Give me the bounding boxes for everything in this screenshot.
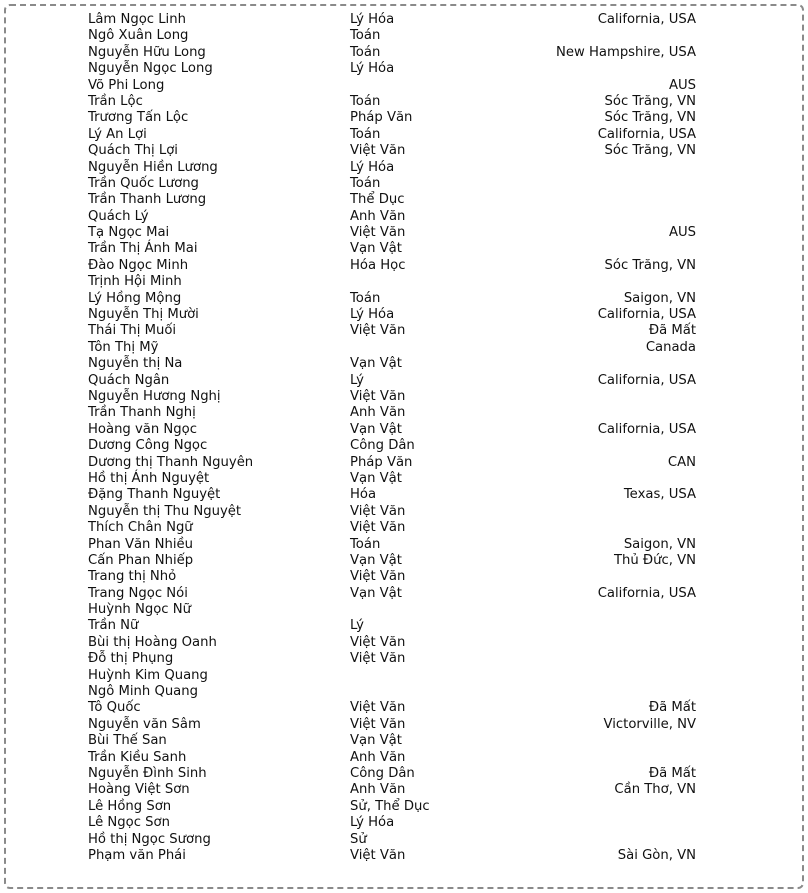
person-name: Nguyễn Đình Sinh — [88, 765, 207, 781]
location: Cần Thơ, VN — [614, 782, 696, 798]
subject-taught: Việt Văn — [350, 388, 406, 404]
list-item — [88, 225, 700, 241]
list-item — [88, 487, 700, 503]
person-name: Nguyễn Hương Nghị — [88, 388, 221, 404]
location: California, USA — [597, 307, 696, 323]
person-name: Nguyễn Hiền Lương — [88, 159, 218, 175]
person-name: Lâm Ngọc Linh — [88, 12, 186, 27]
location — [500, 241, 696, 257]
location: Sóc Trăng, VN — [604, 257, 696, 273]
person-name: Trang Ngọc Nói — [88, 585, 188, 601]
location — [500, 160, 696, 176]
location — [500, 209, 696, 225]
list-item — [88, 94, 700, 110]
location: New Hampshire, USA — [556, 44, 696, 60]
list-item — [88, 832, 700, 848]
location: AUS — [668, 225, 696, 241]
location: Sài Gòn, VN — [617, 847, 696, 863]
location: Sóc Trăng, VN — [604, 93, 696, 109]
subject-taught: Lý Hóa — [350, 61, 395, 77]
location — [500, 602, 696, 618]
person-name: Ngô Minh Quang — [88, 684, 198, 700]
list-item — [88, 799, 700, 815]
list-item — [88, 291, 700, 307]
location — [500, 405, 696, 421]
subject-taught: Hóa — [350, 487, 377, 503]
person-name: Hồ thị Ngọc Sương — [88, 831, 211, 847]
subject-taught: Hóa Học — [350, 257, 406, 273]
location — [500, 635, 696, 651]
location: Đã Mất — [648, 700, 696, 716]
list-item — [88, 356, 700, 372]
location: California, USA — [597, 126, 696, 142]
subject-taught: Vạn Vật — [350, 470, 402, 486]
list-item — [88, 307, 700, 323]
location — [500, 668, 696, 684]
list-item — [88, 848, 700, 864]
subject-taught: Lý — [350, 618, 364, 634]
person-name: Nguyễn Hữu Long — [88, 44, 206, 60]
location — [500, 471, 696, 487]
location: Saigon, VN — [623, 536, 696, 552]
location — [500, 832, 696, 848]
subject-taught: Việt Văn — [350, 847, 406, 863]
person-name: Quách Ngân — [88, 372, 170, 388]
location — [500, 520, 696, 536]
location — [500, 61, 696, 77]
subject-taught: Công Dân — [350, 438, 415, 454]
person-name: Trần Thị Ánh Mai — [88, 241, 198, 257]
list-item — [88, 176, 700, 192]
subject-taught: Pháp Văn — [350, 454, 413, 470]
list-item — [88, 45, 700, 61]
location — [500, 684, 696, 700]
subject-taught: Toán — [350, 175, 381, 191]
location — [500, 176, 696, 192]
list-item — [88, 373, 700, 389]
list-item — [88, 192, 700, 208]
person-name: Cấn Phan Nhiếp — [88, 552, 194, 568]
location: California, USA — [597, 421, 696, 437]
location: Thủ Đức, VN — [613, 552, 696, 568]
person-name: Tô Quốc — [88, 700, 141, 716]
subject-taught — [350, 78, 500, 94]
person-name: Thái Thị Muối — [88, 323, 177, 339]
location — [500, 389, 696, 405]
list-item — [88, 750, 700, 766]
roster-list — [88, 12, 700, 864]
list-item — [88, 733, 700, 749]
location: California, USA — [597, 585, 696, 601]
location — [500, 438, 696, 454]
location: Đã Mất — [648, 765, 696, 781]
list-item — [88, 815, 700, 831]
list-item — [88, 635, 700, 651]
list-item — [88, 553, 700, 569]
subject-taught: Việt Văn — [350, 143, 406, 159]
list-item — [88, 422, 700, 438]
list-item — [88, 143, 700, 159]
location: Saigon, VN — [623, 290, 696, 306]
list-item — [88, 438, 700, 454]
list-item — [88, 618, 700, 634]
location — [500, 618, 696, 634]
subject-taught — [350, 684, 500, 700]
subject-taught: Lý — [350, 372, 364, 388]
list-item — [88, 537, 700, 553]
location: CAN — [667, 454, 696, 470]
subject-taught: Việt Văn — [350, 634, 406, 650]
subject-taught: Anh Văn — [350, 405, 406, 421]
person-name: Trần Quốc Lương — [88, 175, 199, 191]
subject-taught: Việt Văn — [350, 503, 406, 519]
subject-taught: Toán — [350, 28, 381, 44]
location — [500, 28, 696, 44]
list-item — [88, 471, 700, 487]
subject-taught: Công Dân — [350, 765, 415, 781]
location — [500, 192, 696, 208]
subject-taught: Vạn Vật — [350, 421, 402, 437]
subject-taught — [350, 274, 500, 290]
subject-taught: Toán — [350, 290, 381, 306]
person-name: Nguyễn văn Sâm — [88, 716, 201, 732]
subject-taught: Thể Dục — [350, 192, 405, 208]
location — [500, 733, 696, 749]
location: California, USA — [597, 372, 696, 388]
person-name: Ngô Xuân Long — [88, 28, 189, 44]
person-name: Nguyễn Ngọc Long — [88, 61, 213, 77]
subject-taught: Việt Văn — [350, 520, 406, 536]
person-name: Dương thị Thanh Nguyên — [88, 454, 254, 470]
subject-taught — [350, 340, 500, 356]
person-name: Thích Chân Ngữ — [88, 520, 193, 536]
person-name: Trần Thanh Lương — [88, 192, 207, 208]
person-name: Bùi thị Hoàng Oanh — [88, 634, 217, 650]
subject-taught: Sử, Thể Dục — [350, 798, 430, 814]
subject-taught: Toán — [350, 93, 381, 109]
subject-taught: Vạn Vật — [350, 356, 402, 372]
subject-taught: Toán — [350, 44, 381, 60]
list-item — [88, 520, 700, 536]
subject-taught: Toán — [350, 126, 381, 142]
person-name: Lê Ngọc Sơn — [88, 815, 170, 831]
list-item — [88, 569, 700, 585]
person-name: Đặng Thanh Nguyệt — [88, 487, 221, 503]
person-name: Hồ thị Ánh Nguyệt — [88, 470, 210, 486]
location — [500, 356, 696, 372]
subject-taught: Vạn Vật — [350, 585, 402, 601]
location: Sóc Trăng, VN — [604, 110, 696, 126]
list-item — [88, 241, 700, 257]
location — [500, 569, 696, 585]
person-name: Lý Hồng Mộng — [88, 290, 182, 306]
list-item — [88, 110, 700, 126]
subject-taught: Lý Hóa — [350, 12, 395, 27]
subject-taught: Lý Hóa — [350, 159, 395, 175]
person-name: Trần Kiều Sanh — [88, 749, 187, 765]
person-name: Hoàng văn Ngọc — [88, 421, 197, 437]
location: California, USA — [597, 12, 696, 27]
list-item — [88, 340, 700, 356]
location — [500, 651, 696, 667]
subject-taught: Sử — [350, 831, 367, 847]
list-item — [88, 127, 700, 143]
person-name: Trần Nữ — [88, 618, 139, 634]
list-item — [88, 389, 700, 405]
location: Texas, USA — [623, 487, 696, 503]
person-name: Trần Lộc — [88, 93, 143, 109]
list-item — [88, 651, 700, 667]
list-item — [88, 602, 700, 618]
subject-taught: Việt Văn — [350, 700, 406, 716]
list-item — [88, 274, 700, 290]
list-item — [88, 766, 700, 782]
list-item — [88, 504, 700, 520]
subject-taught: Vạn Vật — [350, 733, 402, 749]
list-item — [88, 455, 700, 471]
list-item — [88, 323, 700, 339]
person-name: Đào Ngọc Minh — [88, 257, 189, 273]
location — [500, 750, 696, 766]
subject-taught: Anh Văn — [350, 749, 406, 765]
person-name: Phạm văn Phái — [88, 847, 186, 863]
location — [500, 815, 696, 831]
subject-taught: Pháp Văn — [350, 110, 413, 126]
list-item — [88, 160, 700, 176]
subject-taught: Việt Văn — [350, 651, 406, 667]
person-name: Đỗ thị Phụng — [88, 651, 174, 667]
person-name: Võ Phi Long — [88, 77, 165, 93]
list-item — [88, 12, 700, 28]
person-name: Quách Lý — [88, 208, 149, 224]
location: AUS — [668, 77, 696, 93]
person-name: Lý An Lợi — [88, 126, 147, 142]
list-item — [88, 586, 700, 602]
subject-taught: Toán — [350, 536, 381, 552]
person-name: Trương Tấn Lộc — [88, 110, 189, 126]
location — [500, 504, 696, 520]
list-item — [88, 782, 700, 798]
person-name: Trang thị Nhỏ — [88, 569, 177, 585]
location — [500, 274, 696, 290]
subject-taught: Lý Hóa — [350, 815, 395, 831]
subject-taught — [350, 668, 500, 684]
location: Victorville, NV — [603, 716, 696, 732]
person-name: Tôn Thị Mỹ — [88, 339, 159, 355]
subject-taught: Vạn Vật — [350, 552, 402, 568]
person-name: Hoàng Việt Sơn — [88, 782, 190, 798]
subject-taught: Lý Hóa — [350, 307, 395, 323]
list-item — [88, 209, 700, 225]
subject-taught: Việt Văn — [350, 323, 406, 339]
subject-taught: Anh Văn — [350, 782, 406, 798]
person-name: Nguyễn Thị Mười — [88, 307, 199, 323]
person-name: Huỳnh Ngọc Nữ — [88, 602, 191, 618]
location — [500, 799, 696, 815]
subject-taught: Anh Văn — [350, 208, 406, 224]
list-item — [88, 258, 700, 274]
location: Đã Mất — [648, 323, 696, 339]
list-item — [88, 28, 700, 44]
list-item — [88, 700, 700, 716]
subject-taught: Việt Văn — [350, 225, 406, 241]
subject-taught: Việt Văn — [350, 569, 406, 585]
person-name: Dương Công Ngọc — [88, 438, 208, 454]
person-name: Quách Thị Lợi — [88, 143, 178, 159]
list-item — [88, 668, 700, 684]
subject-taught: Việt Văn — [350, 716, 406, 732]
person-name: Trần Thanh Nghị — [88, 405, 196, 421]
person-name: Lê Hồng Sơn — [88, 798, 172, 814]
person-name: Huỳnh Kim Quang — [88, 667, 208, 683]
person-name: Trịnh Hội Minh — [88, 274, 182, 290]
person-name: Nguyễn thị Thu Nguyệt — [88, 503, 242, 519]
list-item — [88, 61, 700, 77]
subject-taught — [350, 602, 500, 618]
person-name: Nguyễn thị Na — [88, 356, 183, 372]
person-name: Bùi Thế San — [88, 733, 167, 749]
subject-taught: Vạn Vật — [350, 241, 402, 257]
location: Canada — [645, 339, 696, 355]
list-item — [88, 684, 700, 700]
list-item — [88, 78, 700, 94]
person-name: Tạ Ngọc Mai — [88, 225, 170, 241]
location: Sóc Trăng, VN — [604, 143, 696, 159]
person-name: Phan Văn Nhiều — [88, 536, 193, 552]
list-item — [88, 405, 700, 421]
list-item — [88, 717, 700, 733]
